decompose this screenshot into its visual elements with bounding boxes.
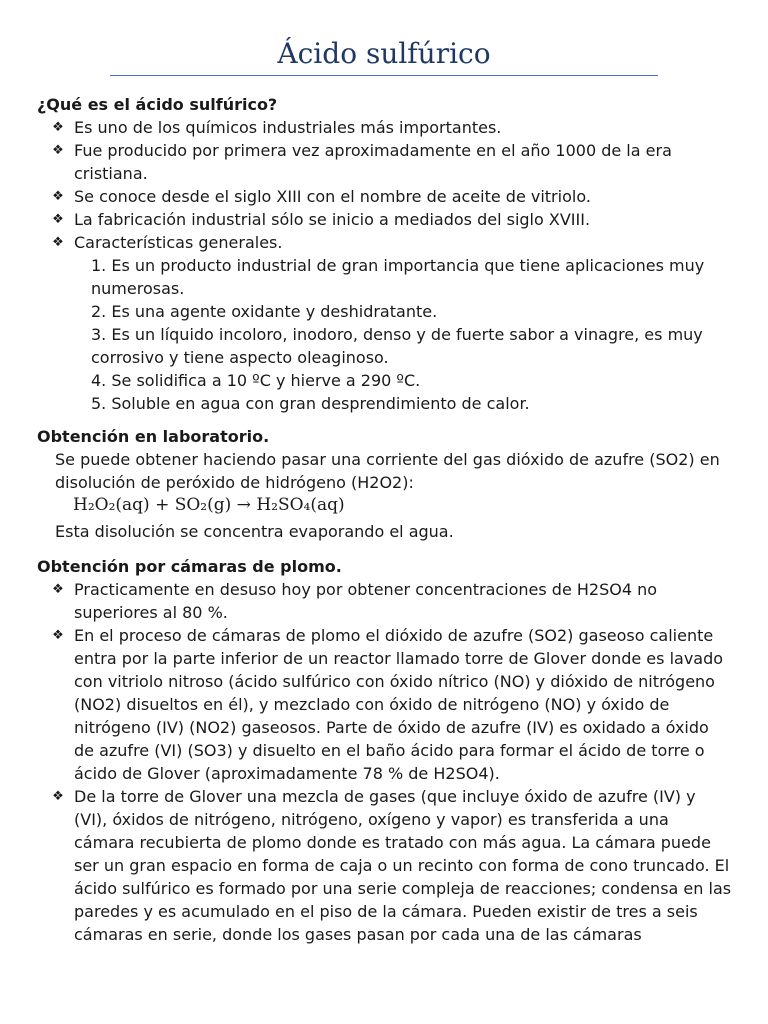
list-item: ❖ De la torre de Glover una mezcla de gases (que incluye óxido de azufre (IV) y (VI), óxidos de nitrógeno, nitrógeno, oxígeno y vapor) es transferida a una cámara recubierta de plomo donde es tratado con más agua. La cámara puede ser un gran espacio en forma de caja o un recinto con forma de cono truncado. El ácido sulfúrico es formado por una serie compleja de reacciones; condensa en las paredes y es acumulado en el piso de la cámara. Pueden existir de tres a seis cámaras en serie, donde los gases pasan por cada una de las cámaras (0, 785, 768, 946)
page-title: Ácido sulfúrico (277, 37, 491, 70)
laboratorio-text: Se puede obtener haciendo pasar una corriente del gas dióxido de azufre (SO2) en disolución de peróxido de hidrógeno (H2O2): (55, 450, 720, 492)
numbered-item: 1. Es un producto industrial de gran importancia que tiene aplicaciones muy numerosas. (91, 256, 705, 298)
numbered-item: 4. Se solidifica a 10 ºC y hierve a 290 ºC. (91, 371, 421, 390)
diamond-bullet-icon: ❖ (52, 212, 64, 227)
list-item: ❖ Es uno de los químicos industriales más importantes. (0, 116, 768, 139)
diamond-bullet-icon: ❖ (52, 628, 64, 643)
list-item: ❖ En el proceso de cámaras de plomo el dióxido de azufre (SO2) gaseoso caliente entra por la parte inferior de un reactor llamado torre de Glover donde es lavado con vitriolo nitroso (ácido sulfúrico con óxido nítrico (NO) y dióxido de nitrógeno (NO2) disueltos en él), y mezclado con óxido de nitrógeno (NO) y óxido de nitrógeno (IV) (NO2) gaseosos. Parte de óxido de azufre (IV) es oxidado a óxido de azufre (VI) (SO3) y disuelto en el baño ácido para formar el ácido de torre o ácido de Glover (aproximadamente 78 % de H2SO4). (0, 624, 768, 785)
title-divider (110, 75, 658, 76)
caracteristicas-numbered-list (74, 254, 732, 415)
list-item: ❖ Características generales. 1. Es un producto industrial de gran importancia que tiene aplicaciones muy numerosas. 2. Es una agente oxidante y deshidratante. 3. Es un líquido incoloro, inodoro, denso y de fuerte sabor a vinagre, es muy corrosivo y tiene aspecto oleaginoso. 4. Se solidifica a 10 ºC y hierve a 290 ºC. 5. Soluble en agua con gran desprendimiento de calor. (0, 231, 768, 415)
numbered-item: 3. Es un líquido incoloro, inodoro, denso y de fuerte sabor a vinagre, es muy corrosivo y tiene aspecto oleaginoso. (91, 325, 703, 367)
section-heading-laboratorio: Obtención en laboratorio. (37, 427, 270, 446)
list-item: ❖ Se conoce desde el siglo XIII con el nombre de aceite de vitriolo. (0, 185, 768, 208)
list-item: ❖ Fue producido por primera vez aproximadamente en el año 1000 de la era cristiana. (0, 139, 768, 185)
numbered-item: 2. Es una agente oxidante y deshidratante. (91, 302, 438, 321)
chemical-equation: H₂O₂(aq) + SO₂(g) → H₂SO₄(aq) (73, 495, 345, 515)
laboratorio-note: Esta disolución se concentra evaporando el agua. (55, 522, 454, 541)
diamond-bullet-icon: ❖ (52, 143, 64, 158)
diamond-bullet-icon: ❖ (52, 235, 64, 250)
que-es-bullet-list (0, 116, 768, 415)
diamond-bullet-icon: ❖ (52, 189, 64, 204)
list-item: ❖ Practicamente en desuso hoy por obtener concentraciones de H2SO4 no superiores al 80 %. (0, 578, 768, 624)
list-item: ❖ La fabricación industrial sólo se inicio a mediados del siglo XVIII. (0, 208, 768, 231)
diamond-bullet-icon: ❖ (52, 120, 64, 135)
section-heading-camaras: Obtención por cámaras de plomo. (37, 557, 342, 576)
camaras-bullet-list (0, 578, 768, 946)
diamond-bullet-icon: ❖ (52, 789, 64, 804)
section-heading-que-es: ¿Qué es el ácido sulfúrico? (37, 95, 278, 114)
numbered-item: 5. Soluble en agua con gran desprendimiento de calor. (91, 394, 530, 413)
diamond-bullet-icon: ❖ (52, 582, 64, 597)
